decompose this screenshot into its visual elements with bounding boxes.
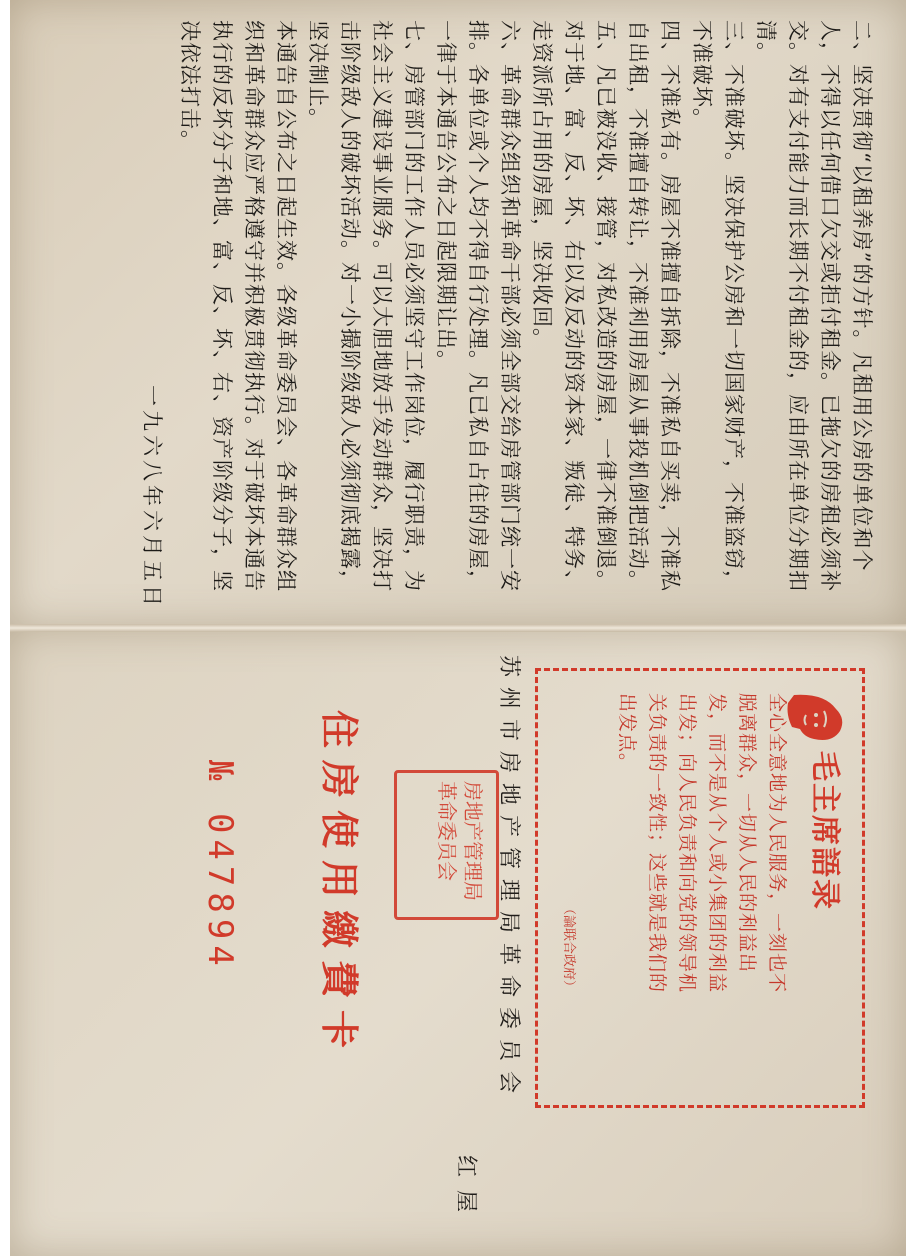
quotation-source: （論联合政府） <box>561 901 576 993</box>
serial-number: № 047894 <box>200 760 240 972</box>
regulation-item-4: 四、不准私有。房屋不准擅自拆除，不准私自买卖，不准私自出租，不准擅自转让，不准利用房屋从事投机倒把活动。 <box>626 20 682 592</box>
regulation-item-6: 六、革命群众组织和革命干部必须全部交给房管部门统一安排。各单位或个人均不得自行处理。凡已私自占住的房屋，一律于本通告公布之日起限期让出。 <box>434 20 522 592</box>
regulation-closing: 本通告自公布之日起生效。各级革命委员会、各革命群众组织和革命群众应严格遵守并积极贯彻执行。对于破坏本通告执行的反坏分子和地、富、反、坏、右、资产阶级分子，坚决依法打击。 <box>178 20 298 592</box>
portrait-icon <box>784 685 854 747</box>
issue-date: 一九六八年六月五日 <box>140 385 164 610</box>
quotation-title: 毛主席語录 <box>807 751 842 911</box>
regulation-item-5: 五、凡已被没收、接管，对私改造的房屋，一律不准倒退。对于地、富、反、坏、右以及反动的资本家、叛徒、特务、走资派所占用的房屋，坚决收回。 <box>530 20 618 592</box>
regulation-item-2: 二、坚决贯彻“以租养房”的方针。凡租用公房的单位和个人，不得以任何借口欠交或拒付租金。已拖欠的房租必须补交。对有支付能力而长期不付租金的，应由所在单位分期扣清。 <box>754 20 874 592</box>
card-title: 住房使用繳費卡 <box>317 710 361 1061</box>
regulation-item-7: 七、房管部门的工作人员必须坚守工作岗位，履行职责，为社会主义建设事业服务。可以大胆地放手发动群众，坚决打击阶级敌人的破坏活动。对一小撮阶级敌人必须彻底揭露，坚决制止。 <box>306 20 426 592</box>
regulations-text <box>18 20 878 610</box>
quotation-text: 全心全意地为人民服务，一刻也不脱离群众，一切从人民的利益出发，而不是从个人或小集团的利益出发；向人民负责和向党的领导机关负责的一致性；这些就是我们的出发点。 <box>616 693 788 994</box>
issuing-unit: 红 屋 <box>453 1155 478 1215</box>
regulation-item-3: 三、不准破坏。坚决保护公房和一切国家财产，不准盗窃，不准破坏。 <box>690 20 746 592</box>
quotation-box <box>535 668 865 1108</box>
card-front <box>25 650 895 1240</box>
official-seal: 房地产管理局革命委员会 <box>394 770 499 920</box>
issuing-authority: 苏州市房地产管理局革命委员会 <box>496 655 521 1104</box>
fold-line <box>10 624 906 632</box>
